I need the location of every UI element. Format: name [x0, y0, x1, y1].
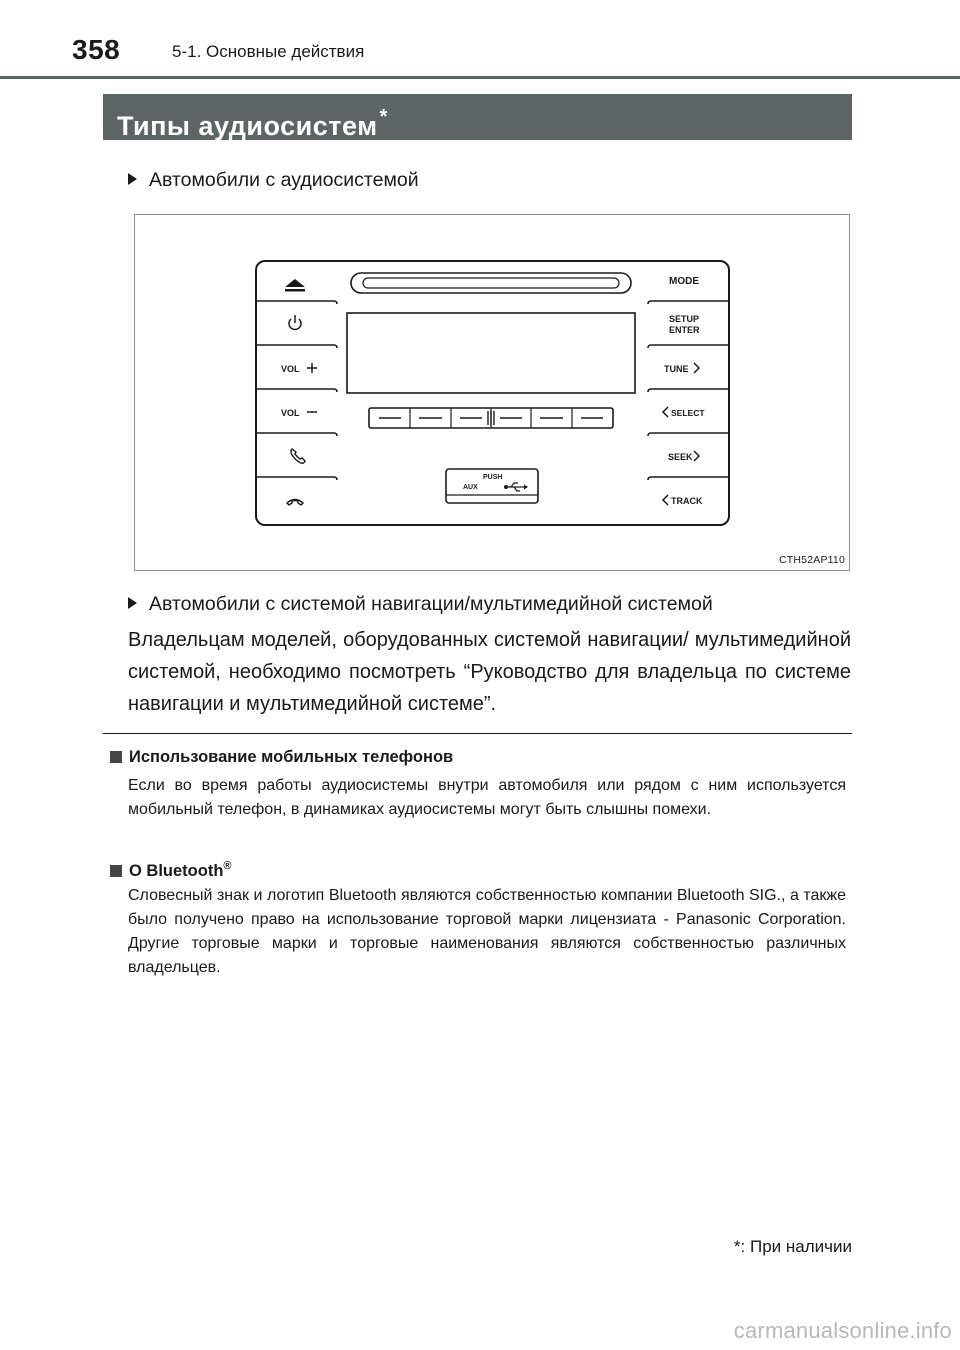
square-bullet-icon [110, 751, 122, 763]
enter-label: ENTER [669, 325, 700, 335]
chevron-right-icon [694, 451, 699, 461]
select-label: SELECT [671, 408, 705, 418]
phone-pickup-icon [291, 449, 305, 463]
chevron-left-icon [663, 495, 668, 505]
cd-slot [351, 273, 631, 293]
plus-icon [307, 363, 317, 373]
seek-label: SEEK [668, 452, 693, 462]
track-label: TRACK [671, 496, 703, 506]
push-label: PUSH [483, 474, 503, 481]
section-divider [103, 733, 852, 734]
power-icon [289, 315, 301, 329]
bluetooth-text: Словесный знак и логотип Bluetooth являются собственностью компании Bluetooth SIG., а также было получено право на использование торговой марки лицензиата - Panasonic Corporation. Другие торговые марки и торговые наименования являются собственностью различных владельцев. [128, 887, 846, 976]
preset-buttons [369, 408, 613, 428]
bullet-audio-system-text: Автомобили с аудиосистемой [149, 169, 419, 191]
title-bar [103, 94, 852, 140]
display-screen [347, 313, 635, 393]
audio-unit-figure [134, 214, 850, 571]
heading-mobile-phones [110, 746, 453, 768]
mode-label: MODE [669, 276, 699, 287]
bullet-navigation-system [128, 592, 713, 616]
footnote [690, 1236, 852, 1258]
eject-icon [285, 279, 305, 292]
chevron-left-icon [663, 407, 668, 417]
mobile-phones-text: Если во время работы аудиосистемы внутри автомобиля или рядом с ним используется мобильный телефон, в динамиках аудиосистемы могут быть слышны помехи. [128, 777, 846, 818]
availability-mark: * [379, 106, 388, 128]
triangle-bullet-icon [128, 597, 137, 609]
navigation-note: Владельцам моделей, оборудованных системой навигации/ мультимедийной системой, необходимо посмотреть “Руководство для владельца по системе навигации и мультимедийной системе”. [128, 629, 851, 715]
registered-mark: ® [223, 860, 232, 872]
vol-down-label: VOL [281, 408, 300, 418]
left-button-column [256, 301, 337, 480]
watermark: carmanualsonline.info [733, 1318, 952, 1343]
chevron-right-icon [694, 363, 699, 373]
section-reference: 5-1. Основные действия [172, 42, 365, 61]
aux-usb-port [446, 469, 538, 503]
page-header [0, 0, 960, 80]
audio-unit-illustration [135, 215, 849, 570]
page-title [117, 106, 388, 141]
header-rule [0, 76, 960, 79]
bullet-audio-system [128, 168, 419, 192]
bullet-navigation-system-text: Автомобили с системой навигации/мультимедийной системой [149, 593, 713, 615]
figure-code: CTH52AP110 [778, 554, 845, 566]
tune-label: TUNE [664, 364, 689, 374]
heading-bluetooth [110, 855, 232, 882]
heading-mobile-phones-text: Использование мобильных телефонов [129, 748, 454, 766]
setup-label: SETUP [669, 314, 700, 324]
phone-hangup-icon [287, 500, 303, 506]
vol-up-label: VOL [281, 364, 300, 374]
page-number: 358 [72, 34, 121, 65]
triangle-bullet-icon [128, 173, 137, 185]
square-bullet-icon [110, 865, 122, 877]
footnote-text: : При наличии [740, 1237, 852, 1256]
aux-label: AUX [463, 484, 478, 491]
heading-bluetooth-text: О Bluetooth [129, 862, 224, 880]
footnote-mark: * [733, 1237, 741, 1256]
usb-icon [504, 483, 528, 491]
page-title-text: Типы аудиосистем [117, 111, 378, 141]
